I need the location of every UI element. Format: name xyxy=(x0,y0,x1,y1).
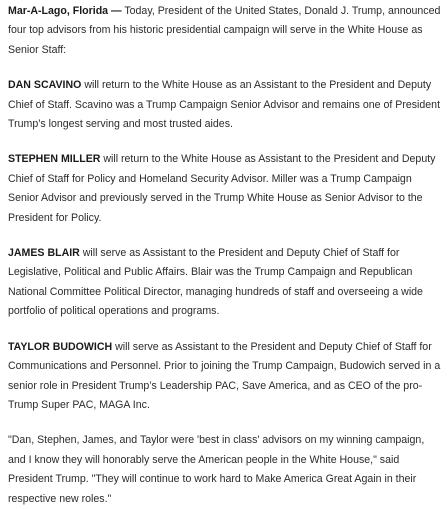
advisor-text: will serve as Assistant to the President and Deputy Chief of Staff for Legislative, Political and Public Affairs. Blair was the Trump Campaign and Republican National Committee Political Director, managing hundreds of staff and overseeing a wide portfolio of political operations and programs. xyxy=(8,247,423,318)
advisor-text: will return to the White House as an Assistant to the President and Deputy Chief of Staff. Scavino was a Trump Campaign Senior Advisor and remains one of President Trump’s longest serving and most trusted aides. xyxy=(8,79,441,131)
advisor-paragraph-blair xyxy=(8,244,444,322)
advisor-paragraph-budowich xyxy=(8,338,444,416)
advisor-text: will return to the White House as Assistant to the President and Deputy Chief of Staff for Policy and Homeland Security Advisor. Miller was a Trump Campaign Senior Advisor and previously served in the Trump White House as Senior Advisor to the President for Policy. xyxy=(8,153,436,224)
quote-paragraph: "Dan, Stephen, James, and Taylor were 'best in class' advisors on my winning campaign, and I know they will honorably serve the American people in the White House," said President Trump. "They will continue to work hard to Make America Great Again in their respective new roles." xyxy=(8,434,425,505)
intro-text: Today, President of the United States, Donald J. Trump, announced four top advisors from his historic presidential campaign will serve in the White House as Senior Staff: xyxy=(8,5,441,56)
dateline: Mar-A-Lago, Florida — xyxy=(8,5,122,17)
advisor-name: STEPHEN MILLER xyxy=(8,153,101,166)
advisor-name: TAYLOR BUDOWICH xyxy=(8,340,113,353)
advisor-name: DAN SCAVINO xyxy=(8,79,82,92)
advisor-paragraph-miller xyxy=(8,150,444,228)
advisor-text: will serve as Assistant to the President and Deputy Chief of Staff for Communications and Personnel. Prior to joining the Trump Campaign, Budowich served in a senior role in President Trump’s Leadership PAC, Save America, and as CEO of the pro-Trump Super PAC, MAGA Inc. xyxy=(8,340,441,411)
advisor-name: JAMES BLAIR xyxy=(8,247,80,260)
press-release xyxy=(8,2,444,509)
advisor-paragraph-scavino xyxy=(8,76,444,134)
intro-paragraph xyxy=(8,2,444,60)
